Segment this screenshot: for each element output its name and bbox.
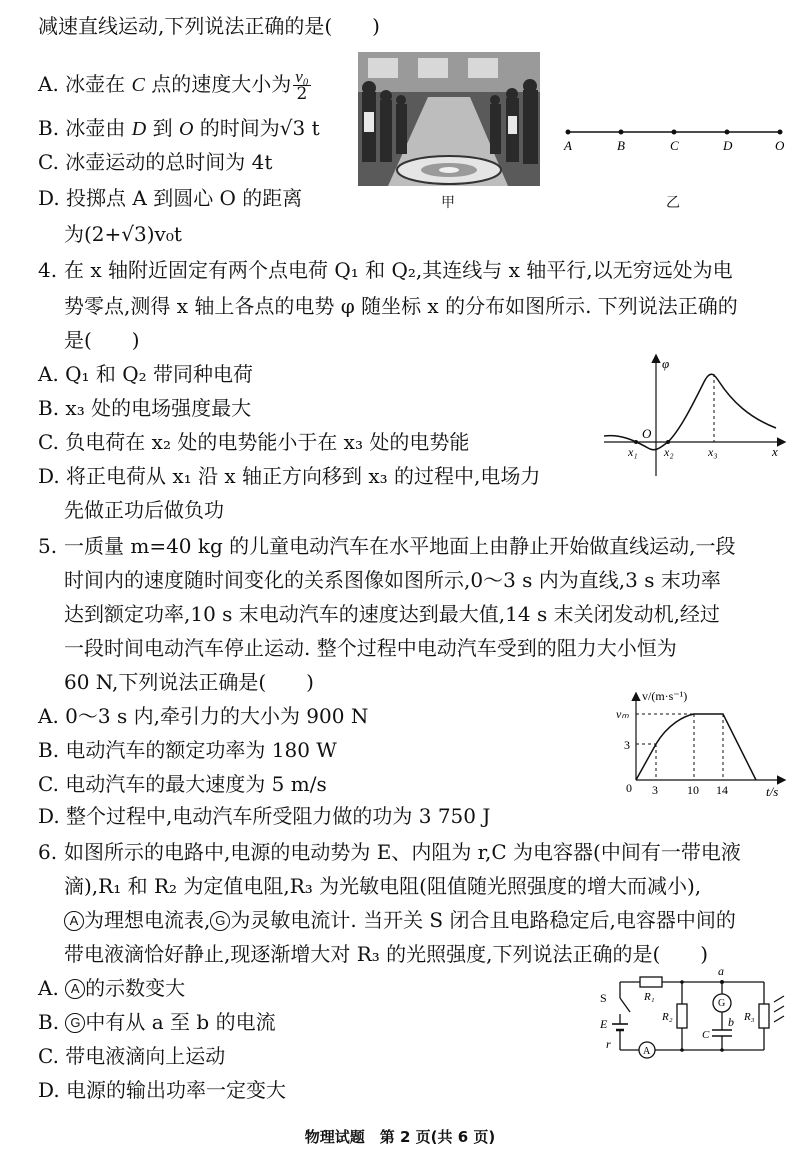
phi-axis-label: φ	[662, 356, 670, 371]
galvanometer-symbol: G	[210, 911, 230, 931]
q4-option-a: A. Q₁ 和 Q₂ 带同种电荷	[38, 362, 254, 386]
label-C: C	[670, 138, 679, 153]
q6-option-b: B. G 中有从 a 至 b 的电流	[38, 1010, 276, 1034]
q5-stem-line5: 60 N,下列说法正确是( )	[64, 670, 314, 694]
resistor-R1	[640, 977, 662, 987]
point-B	[619, 130, 624, 135]
q5-option-d: D. 整个过程中,电动汽车所受阻力做的功为 3 750 J	[38, 804, 491, 828]
q5-stem-line1: 5. 一质量 m=40 kg 的儿童电动汽车在水平地面上由静止开始做直线运动,一段	[38, 534, 736, 558]
node-a	[720, 980, 724, 984]
v-axis-label: v/(m·s⁻¹)	[642, 689, 688, 703]
q3-option-d-line1: D. 投掷点 A 到圆心 O 的距离	[38, 186, 303, 210]
label-O: O	[775, 138, 785, 153]
q4-option-c: C. 负电荷在 x₂ 处的电势能小于在 x₃ 处的电势能	[38, 430, 470, 454]
node-bottom-left	[680, 1048, 684, 1052]
q3-option-a: A. 冰壶在 C 点的速度大小为 $\frac{\text{v₀}}{2}$	[38, 67, 309, 104]
q3-option-b: B. 冰壶由 D 到 O 的时间为√3 t	[38, 116, 320, 140]
velocity-time-graph	[606, 688, 796, 808]
q5-option-c: C. 电动汽车的最大速度为 5 m/s	[38, 772, 327, 796]
q4-option-d-line1: D. 将正电荷从 x₁ 沿 x 轴正方向移到 x₃ 的过程中,电场力	[38, 464, 541, 488]
curling-photo	[358, 52, 540, 186]
light-ray-3	[774, 1016, 784, 1022]
switch-S	[620, 998, 630, 1012]
x1-label: x₁	[628, 445, 638, 459]
x-axis-label: x	[772, 444, 778, 459]
circuit-G-text: G	[718, 998, 726, 1009]
q6-stem-line1: 6. 如图所示的电路中,电源的电动势为 E、内阻为 r,C 为电容器(中间有一带电液	[38, 840, 741, 864]
origin-zero: 0	[626, 781, 632, 795]
q3-stem-tail: 减速直线运动,下列说法正确的是( )	[38, 14, 380, 38]
v3-label: 3	[624, 738, 630, 752]
resistor-R2	[677, 1004, 687, 1028]
x3-label: x₃	[708, 445, 718, 459]
q5-stem-line2: 时间内的速度随时间变化的关系图像如图所示,0～3 s 内为直线,3 s 末功率	[64, 568, 721, 592]
label-B: B	[617, 138, 625, 153]
point-A	[566, 130, 571, 135]
points-line-diagram	[560, 122, 790, 162]
q6-stem-line4: 带电液滴恰好静止,现逐渐增大对 R₃ 的光照强度,下列说法正确的是( )	[64, 942, 709, 966]
velocity-curve	[636, 714, 756, 780]
photo-caption: 甲	[441, 195, 455, 211]
circuit-R2-label: R₂	[662, 1011, 673, 1023]
circuit-A-text: A	[643, 1046, 651, 1057]
q6-number: 6.	[38, 840, 58, 864]
x2-label: x₂	[664, 445, 674, 459]
q4-option-d-line2: 先做正功后做负功	[64, 498, 224, 522]
circuit-R3-label: R₃	[744, 1011, 755, 1023]
q5-number: 5.	[38, 534, 58, 558]
node-bottom-mid	[720, 1048, 724, 1052]
t-tick-10: 10	[687, 783, 699, 797]
ammeter-symbol: A	[64, 911, 84, 931]
circuit-diagram	[592, 964, 792, 1064]
t-axis-label: t/s	[766, 784, 779, 799]
x1-point	[634, 440, 638, 444]
t-tick-3: 3	[652, 783, 658, 797]
circuit-a-label: a	[718, 964, 724, 978]
potential-graph	[600, 350, 790, 480]
q5-option-b: B. 电动汽车的额定功率为 180 W	[38, 738, 337, 762]
t-tick-14: 14	[716, 783, 728, 797]
light-ray-1	[774, 996, 784, 1002]
circuit-C-label: C	[702, 1029, 710, 1041]
curling-photo-image	[358, 52, 540, 186]
resistor-R3	[759, 1004, 769, 1028]
circuit-S-label: S	[600, 991, 607, 1005]
circuit-r-label: r	[606, 1037, 611, 1051]
label-A: A	[564, 138, 572, 153]
page-footer: 物理试题 第 2 页(共 6 页)	[304, 1128, 496, 1146]
q4-stem-line2: 势零点,测得 x 轴上各点的电势 φ 随坐标 x 的分布如图所示. 下列说法正确的	[64, 294, 738, 318]
potential-curve	[604, 374, 776, 450]
q5-stem-line4: 一段时间电动汽车停止运动. 整个过程中电动汽车受到的阻力大小恒为	[64, 636, 677, 660]
node-top-left	[680, 980, 684, 984]
origin-label: O	[642, 426, 652, 441]
x2-point	[666, 440, 670, 444]
q3-option-c: C. 冰壶运动的总时间为 4t	[38, 150, 273, 174]
q6-stem-line2: 滴),R₁ 和 R₂ 为定值电阻,R₃ 为光敏电阻(阻值随光照强度的增大而减小),	[64, 874, 702, 898]
point-C	[672, 130, 677, 135]
label-D: D	[723, 138, 733, 153]
point-D	[725, 130, 730, 135]
circuit-R1-label: R₁	[644, 991, 655, 1003]
q5-option-a: A. 0～3 s 内,牵引力的大小为 900 N	[38, 704, 369, 728]
point-O	[778, 130, 783, 135]
q4-number: 4.	[38, 258, 58, 282]
q6-option-c: C. 带电液滴向上运动	[38, 1044, 226, 1068]
q3-option-d-line2: 为(2+√3)v₀t	[64, 222, 182, 246]
light-ray-2	[774, 1006, 784, 1012]
q6-option-a: A. A 的示数变大	[38, 976, 186, 1000]
ammeter-symbol: A	[65, 979, 85, 999]
q5-stem-line3: 达到额定功率,10 s 末电动汽车的速度达到最大值,14 s 末关闭发动机,经过	[64, 602, 720, 626]
q4-stem-line3: 是( )	[64, 328, 140, 352]
q4-stem-line1: 4. 在 x 轴附近固定有两个点电荷 Q₁ 和 Q₂,其连线与 x 轴平行,以无穷远处为电	[38, 258, 733, 282]
circuit-b-label: b	[728, 1015, 734, 1029]
q6-stem-line3: A 为理想电流表, G 为灵敏电流计. 当开关 S 闭合且电路稳定后,电容器中间的	[64, 908, 736, 932]
q4-option-b: B. x₃ 处的电场强度最大	[38, 396, 252, 420]
fraction-v0-over-2: $\frac{\text{v₀}}{2}$	[295, 67, 309, 104]
circuit-E-label: E	[600, 1017, 608, 1031]
q6-option-d: D. 电源的输出功率一定变大	[38, 1078, 287, 1102]
diagram-caption: 乙	[666, 195, 680, 211]
galvanometer-symbol: G	[65, 1013, 85, 1033]
vm-label: vₘ	[616, 707, 629, 721]
